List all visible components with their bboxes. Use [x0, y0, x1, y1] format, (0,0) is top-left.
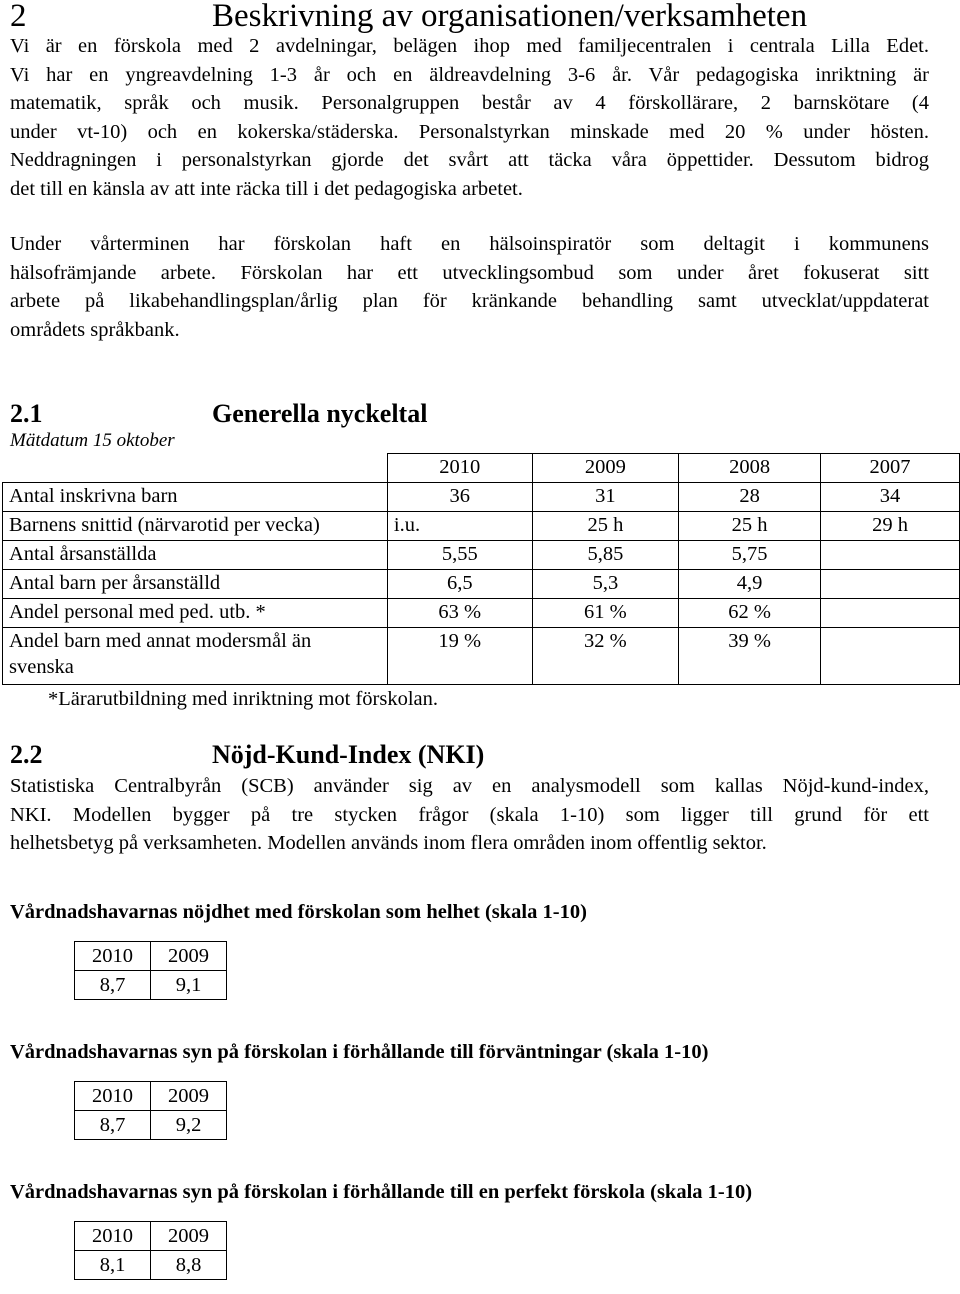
cell-value: 28 — [679, 483, 821, 512]
cell-value: i.u. — [387, 512, 532, 541]
cell-value — [821, 628, 960, 685]
cell-value: 8,1 — [75, 1251, 151, 1280]
cell-value: 25 h — [532, 512, 679, 541]
table-row — [3, 541, 960, 570]
year-header: 2010 — [75, 942, 151, 971]
nki-paragraph — [10, 772, 929, 858]
question-title: Vårdnadshavarnas syn på förskolan i förhållande till förväntningar (skala 1-10) — [10, 1041, 709, 1063]
table-row — [3, 599, 960, 628]
table-header-row — [75, 1222, 227, 1251]
cell-value: 29 h — [821, 512, 960, 541]
cell-value: 6,5 — [387, 570, 532, 599]
cell-value: 31 — [532, 483, 679, 512]
year-header: 2009 — [532, 454, 679, 483]
section-title: Beskrivning av organisationen/verksamheten — [212, 0, 808, 34]
table-row — [75, 1251, 227, 1280]
cell-value — [821, 541, 960, 570]
cell-value: 8,7 — [75, 1111, 151, 1140]
cell-value: 61 % — [532, 599, 679, 628]
subsection-title: Nöjd-Kund-Index (NKI) — [212, 740, 485, 769]
paragraph-line: Vi är en förskola med 2 avdelningar, belägen ihop med familjecentralen i centrala Lilla Edet. — [10, 35, 929, 57]
paragraph-line: arbete på likabehandlingsplan/årlig plan för kränkande behandling samt utvecklat/uppdaterat — [10, 290, 929, 312]
row-label: Barnens snittid (närvarotid per vecka) — [3, 512, 388, 541]
question-title: Vårdnadshavarnas syn på förskolan i förhållande till en perfekt förskola (skala 1-10) — [10, 1181, 753, 1203]
paragraph-line: hälsofrämjande arbete. Förskolan har ett utvecklingsombud som under året fokuserat sitt — [10, 261, 929, 284]
health-paragraph — [10, 230, 929, 344]
cell-value: 9,2 — [151, 1111, 227, 1140]
row-label: Antal barn per årsanställd — [3, 570, 388, 599]
row-label-line: svenska — [9, 656, 74, 678]
paragraph-line: Neddragningen i personalstyrkan gjorde det svårt att täcka våra öppettider. Dessutom bidrog — [10, 149, 929, 171]
cell-value: 32 % — [532, 628, 679, 685]
subsection-title: Generella nyckeltal — [212, 399, 428, 428]
paragraph-line: det till en känsla av att inte räcka till i det pedagogiska arbetet. — [10, 177, 523, 200]
paragraph-line: Vi har en yngreavdelning 1-3 år och en äldreavdelning 3-6 år. Vår pedagogiska inriktning är — [10, 63, 929, 86]
paragraph-line: områdets språkbank. — [10, 318, 180, 341]
table-row — [3, 483, 960, 512]
year-header: 2010 — [75, 1082, 151, 1111]
table-row — [3, 512, 960, 541]
cell-value — [821, 570, 960, 599]
nki-table — [74, 1221, 227, 1280]
table-row — [3, 628, 960, 685]
table-row — [75, 1111, 227, 1140]
cell-value: 19 % — [387, 628, 532, 685]
year-header: 2009 — [151, 1082, 227, 1111]
cell-value — [821, 599, 960, 628]
paragraph-line: matematik, språk och musik. Personalgruppen består av 4 förskollärare, 2 barnskötare (4 — [10, 92, 929, 114]
row-label: Andel personal med ped. utb. * — [3, 599, 388, 628]
cell-value: 25 h — [679, 512, 821, 541]
nki-table — [74, 1081, 227, 1140]
empty-header-cell — [3, 454, 388, 483]
year-header: 2010 — [75, 1222, 151, 1251]
subsection-number: 2.2 — [10, 740, 43, 769]
table-header-row — [75, 942, 227, 971]
cell-value: 36 — [387, 483, 532, 512]
year-header: 2009 — [151, 1222, 227, 1251]
cell-value: 39 % — [679, 628, 821, 685]
paragraph-line: under vt-10) och en kokerska/städerska. Personalstyrkan minskade med 20 % under hösten. — [10, 120, 929, 143]
cell-value: 34 — [821, 483, 960, 512]
year-header: 2008 — [679, 454, 821, 483]
row-label-line: Andel barn med annat modersmål än — [9, 630, 312, 652]
table-header-row — [75, 1082, 227, 1111]
cell-value: 5,3 — [532, 570, 679, 599]
year-header: 2010 — [387, 454, 532, 483]
cell-value: 4,9 — [679, 570, 821, 599]
cell-value: 5,85 — [532, 541, 679, 570]
table-row — [75, 971, 227, 1000]
year-header: 2007 — [821, 454, 960, 483]
cell-value: 8,8 — [151, 1251, 227, 1280]
table-header-row — [3, 454, 960, 483]
nki-table — [74, 941, 227, 1000]
cell-value: 5,55 — [387, 541, 532, 570]
paragraph-line: helhetsbetyg på verksamheten. Modellen används inom flera områden inom offentlig sektor. — [10, 832, 767, 854]
paragraph-line: Under vårterminen har förskolan haft en hälsoinspiratör som deltagit i kommunens — [10, 233, 929, 255]
cell-value: 62 % — [679, 599, 821, 628]
question-title: Vårdnadshavarnas nöjdhet med förskolan som helhet (skala 1-10) — [10, 901, 587, 923]
table-row — [3, 570, 960, 599]
intro-paragraph — [10, 32, 929, 203]
section-number: 2 — [10, 0, 27, 34]
paragraph-line: NKI. Modellen bygger på tre stycken frågor (skala 1-10) som ligger till grund för ett — [10, 803, 929, 826]
cell-value: 9,1 — [151, 971, 227, 1000]
row-label: Antal årsanställda — [3, 541, 388, 570]
paragraph-line: Statistiska Centralbyrån (SCB) använder sig av en analysmodell som kallas Nöjd-kund-index, — [10, 775, 929, 797]
table-footnote: *Lärarutbildning med inriktning mot förskolan. — [48, 688, 439, 710]
cell-value: 5,75 — [679, 541, 821, 570]
key-figures-table — [2, 453, 960, 685]
subsection-number: 2.1 — [10, 399, 43, 428]
row-label — [3, 628, 388, 685]
cell-value: 63 % — [387, 599, 532, 628]
row-label: Antal inskrivna barn — [3, 483, 388, 512]
year-header: 2009 — [151, 942, 227, 971]
cell-value: 8,7 — [75, 971, 151, 1000]
measurement-date: Mätdatum 15 oktober — [10, 430, 175, 451]
